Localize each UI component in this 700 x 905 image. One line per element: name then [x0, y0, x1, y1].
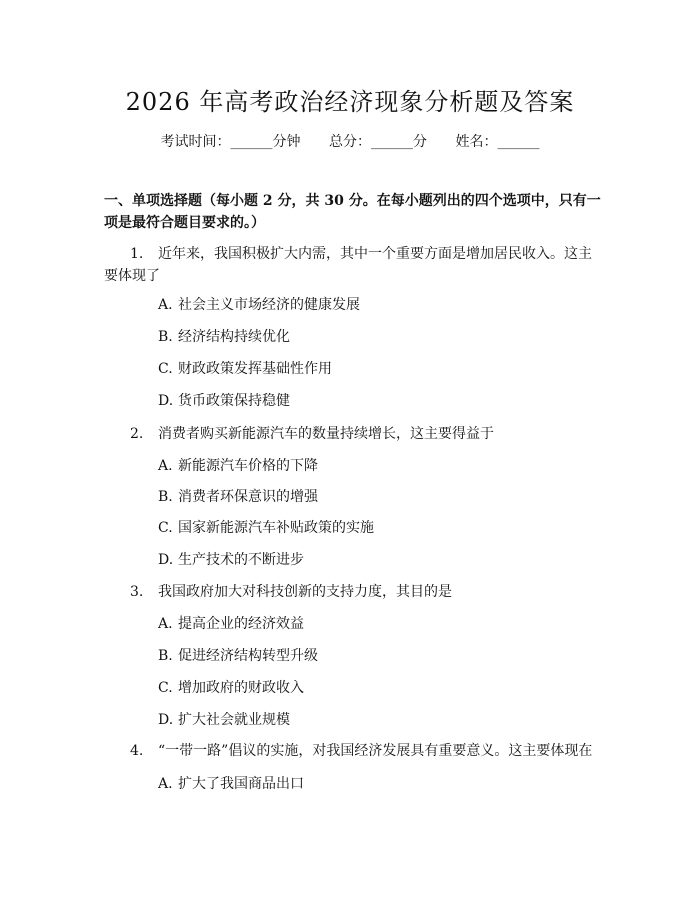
option-letter: D.: [158, 712, 174, 728]
option: [158, 391, 598, 411]
question-1: [104, 243, 604, 287]
question-number: 2.: [130, 426, 144, 442]
option: [158, 327, 598, 347]
question-number: 1.: [130, 246, 144, 262]
option-text: 生产技术的不断进步: [178, 552, 304, 568]
option-letter: D.: [158, 552, 174, 568]
question-text: 近年来，我国积极扩大内需，其中一个重要方面是增加居民收入。这主要体现了: [104, 246, 592, 284]
option: [158, 678, 598, 698]
option-text: 经济结构持续优化: [178, 329, 290, 345]
question-2: [104, 423, 604, 445]
exam-meta: [0, 131, 700, 151]
question-text: 消费者购买新能源汽车的数量持续增长，这主要得益于: [158, 426, 494, 442]
option: [158, 774, 598, 794]
option-letter: C.: [158, 361, 173, 377]
question-text: “一带一路”倡议的实施，对我国经济发展具有重要意义。这主要体现在: [158, 743, 593, 759]
option-text: 新能源汽车价格的下降: [178, 458, 318, 474]
option-letter: D.: [158, 393, 174, 409]
option: [158, 295, 598, 315]
question-number: 4.: [130, 743, 144, 759]
option: [158, 456, 598, 476]
option-letter: B.: [158, 648, 173, 664]
option-letter: A.: [158, 776, 173, 792]
question-text: 我国政府加大对科技创新的支持力度，其目的是: [158, 584, 452, 600]
option: [158, 487, 598, 507]
option-text: 消费者环保意识的增强: [178, 489, 318, 505]
question-number: 3.: [130, 584, 144, 600]
option-letter: B.: [158, 489, 173, 505]
question-4: [104, 740, 604, 762]
option: [158, 550, 598, 570]
option-letter: C.: [158, 680, 173, 696]
option-text: 国家新能源汽车补贴政策的实施: [178, 520, 374, 536]
option: [158, 518, 598, 538]
option: [158, 710, 598, 730]
question-3: [104, 581, 604, 603]
option-text: 货币政策保持稳健: [178, 393, 290, 409]
option-text: 财政政策发挥基础性作用: [178, 361, 332, 377]
option-text: 增加政府的财政收入: [178, 680, 304, 696]
option-letter: A.: [158, 297, 173, 313]
option-text: 促进经济结构转型升级: [178, 648, 318, 664]
section-heading: 一、单项选择题（每小题 2 分，共 30 分。在每小题列出的四个选项中，只有一项是最符合题目要求的。）: [104, 193, 601, 231]
exam-time: 考试时间：______分钟: [160, 134, 301, 150]
student-name: 姓名：______: [455, 134, 540, 150]
option: [158, 614, 598, 634]
option: [158, 359, 598, 379]
page-title: 2026 年高考政治经济现象分析题及答案: [125, 88, 575, 116]
option-text: 社会主义市场经济的健康发展: [178, 297, 360, 313]
option-letter: B.: [158, 329, 173, 345]
exam-score: 总分：______分: [329, 134, 427, 150]
option-letter: A.: [158, 616, 173, 632]
option: [158, 646, 598, 666]
option-letter: A.: [158, 458, 173, 474]
option-letter: C.: [158, 520, 173, 536]
option-text: 扩大了我国商品出口: [178, 776, 304, 792]
option-text: 提高企业的经济效益: [178, 616, 304, 632]
option-text: 扩大社会就业规模: [178, 712, 290, 728]
